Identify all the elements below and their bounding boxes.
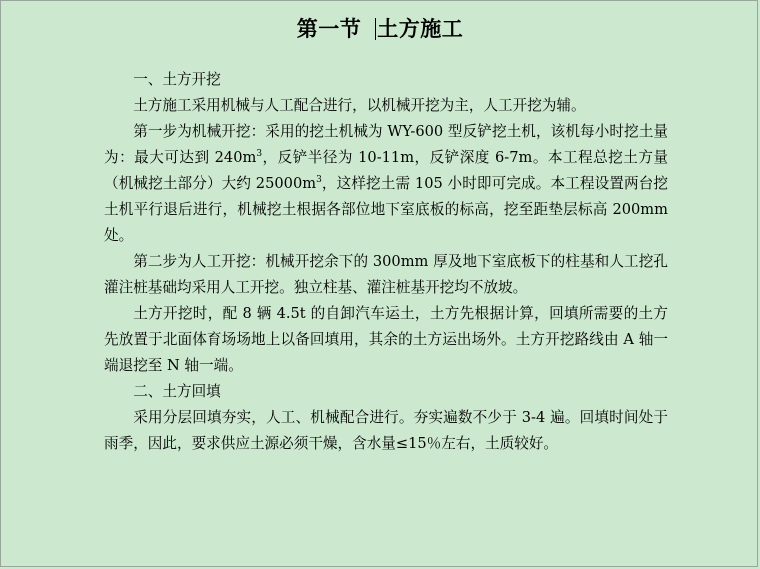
paragraph-transport: 土方开挖时，配 8 辆 4.5t 的自卸汽车运土，土方先根据计算，回填所需要的土方先放置于北面体育场场地上以备回填用，其余的土方运出场外。土方开挖路线由 A 轴一端退挖至 N 轴一端。 [104,305,668,374]
paragraph-text: ，反铲半径为 10-11m，反铲深度 6-7m。本工程总挖土方量（机械挖土部分）大约 25000m [104,149,669,192]
paragraph-text: ，这样挖土需 105 小时即可完成。本工程设置两台挖土机平行退后进行，机械挖土根据各部位地下室底板的标高，挖至距垫层标高 200mm 处。 [104,175,668,244]
paragraph-text: 第一步为机械开挖：采用的挖土机械为 WY-600 型反铲挖土机，该机每小时挖土量为：最大可达到 240m [104,123,668,166]
title-main: 土方施工 [377,17,464,41]
section-heading-excavation: 一、土方开挖 [133,71,221,88]
superscript: 3 [316,175,322,185]
paragraph-manual-excavation: 第二步为人工开挖：机械开挖余下的 300mm 厚及地下室底板下的柱基和人工挖孔灌注桩基础均采用人工开挖。独立柱基、灌注桩基开挖均不放坡。 [104,253,668,296]
paragraph-backfill: 采用分层回填夯实，人工、机械配合进行。夯实遍数不少于 3-4 遍。回填时间处于雨季，因此，要求供应土源必须干燥，含水量≤15％左右，土质较好。 [104,409,668,452]
paragraph-machine-excavation [104,119,668,249]
paragraph-intro: 土方施工采用机械与人工配合进行，以机械开挖为主，人工开挖为辅。 [133,97,586,114]
document-body[interactable] [104,67,668,457]
title-prefix: 第一节 [296,17,362,41]
section-heading-backfill: 二、土方回填 [133,383,221,400]
section-title [0,14,760,44]
superscript: 3 [256,149,263,159]
